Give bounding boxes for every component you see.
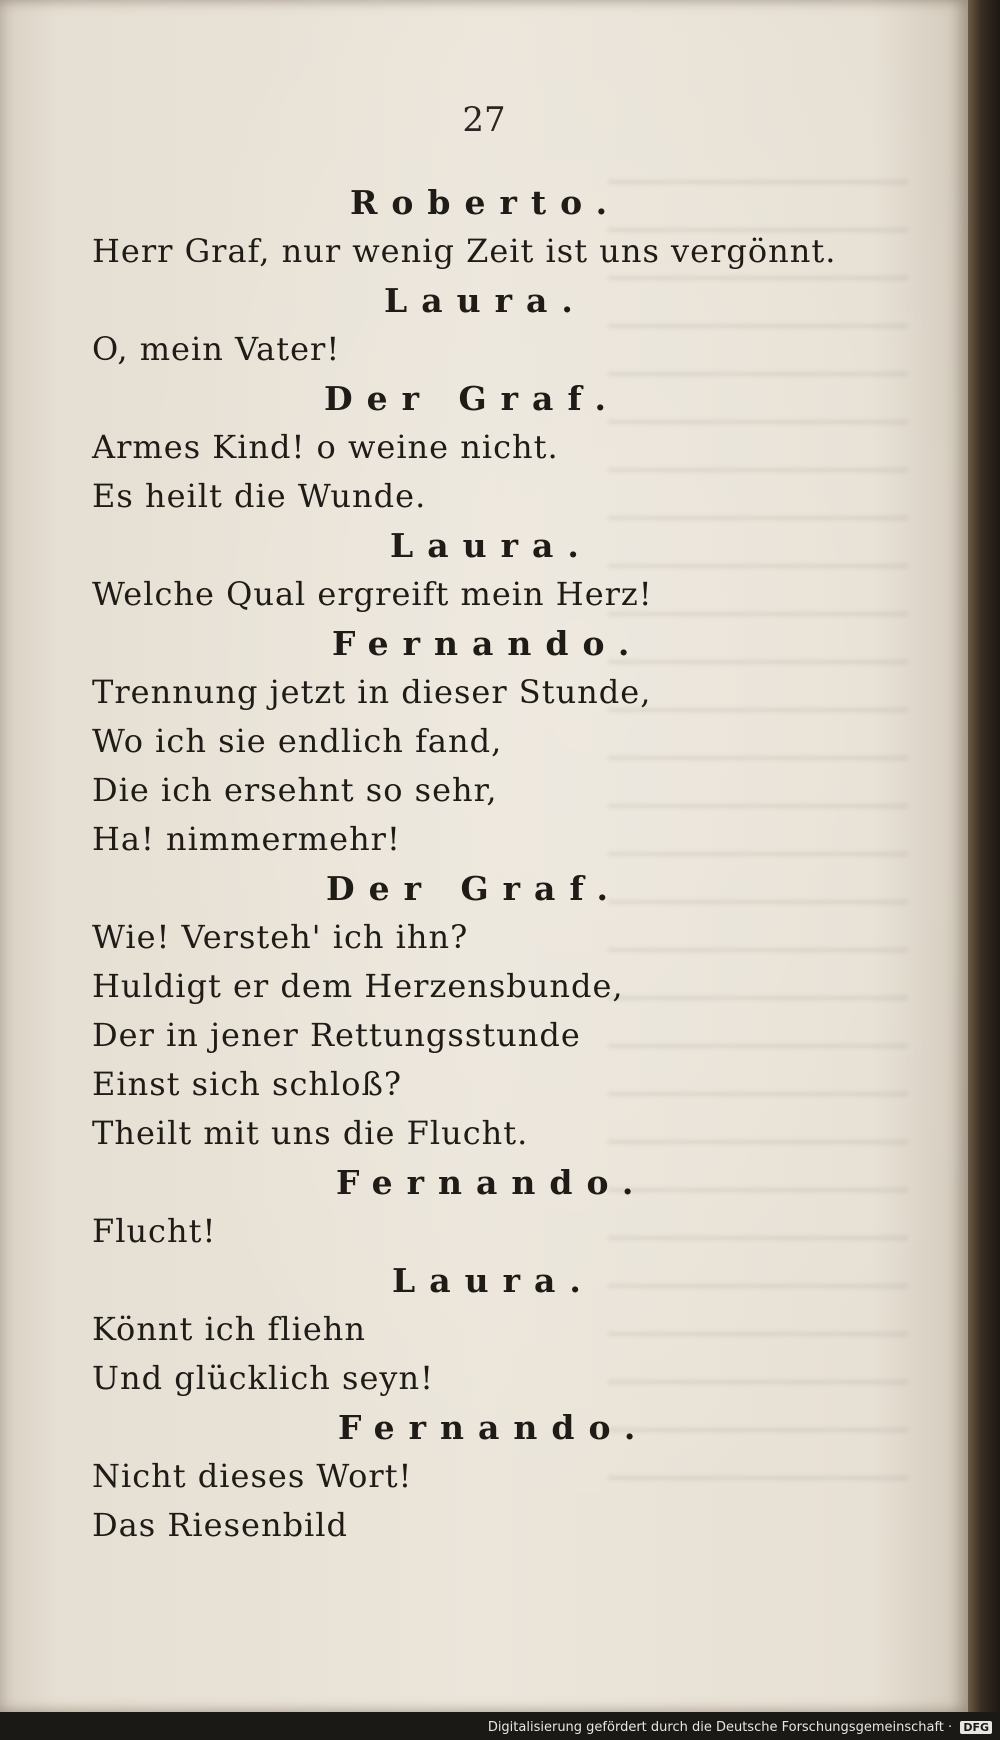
- verse-line: Wo ich sie endlich fand,: [92, 722, 503, 760]
- speaker-name: Roberto.: [350, 183, 622, 222]
- speaker-name: Der Graf.: [324, 379, 620, 418]
- speaker-name: Der Graf.: [326, 869, 622, 908]
- verse-line: Könnt ich fliehn: [92, 1310, 366, 1348]
- poem-text: [92, 178, 892, 1550]
- verse-line: Ha! nimmermehr!: [92, 820, 401, 858]
- verse-line: Armes Kind! o weine nicht.: [92, 428, 559, 466]
- credit-text: Digitalisierung gefördert durch die Deutsche Forschungsgemeinschaft ·: [487, 1720, 953, 1735]
- speaker-name: Laura.: [392, 1261, 595, 1300]
- verse-line: Theilt mit uns die Flucht.: [92, 1114, 529, 1152]
- speaker-name: Fernando.: [332, 624, 644, 663]
- verse-line: Wie! Versteh' ich ihn?: [92, 918, 469, 956]
- dfg-logo-icon: DFG: [960, 1721, 992, 1734]
- verse-line: Welche Qual ergreift mein Herz!: [92, 575, 653, 613]
- verse-line: Trennung jetzt in dieser Stunde,: [92, 673, 652, 711]
- verse-line: O, mein Vater!: [92, 330, 341, 368]
- verse-line: Einst sich schloß?: [92, 1065, 402, 1103]
- book-spine-edge: [968, 0, 1000, 1740]
- verse-line: Herr Graf, nur wenig Zeit ist uns vergönnt.: [92, 232, 837, 270]
- verse-line: Es heilt die Wunde.: [92, 477, 427, 515]
- verse-line: Der in jener Rettungsstunde: [92, 1016, 581, 1054]
- speaker-name: Laura.: [390, 526, 593, 565]
- verse-line: Die ich ersehnt so sehr,: [92, 771, 498, 809]
- digitization-credit: [488, 1720, 992, 1735]
- verse-line: Flucht!: [92, 1212, 217, 1250]
- page-number: 27: [462, 100, 506, 140]
- verse-line: Nicht dieses Wort!: [92, 1457, 413, 1495]
- verse-line: Und glücklich seyn!: [92, 1359, 434, 1397]
- verse-line: Huldigt er dem Herzensbunde,: [92, 967, 624, 1005]
- speaker-name: Laura.: [384, 281, 587, 320]
- verse-line: Das Riesenbild: [92, 1506, 348, 1544]
- speaker-name: Fernando.: [336, 1163, 648, 1202]
- speaker-name: Fernando.: [338, 1408, 650, 1447]
